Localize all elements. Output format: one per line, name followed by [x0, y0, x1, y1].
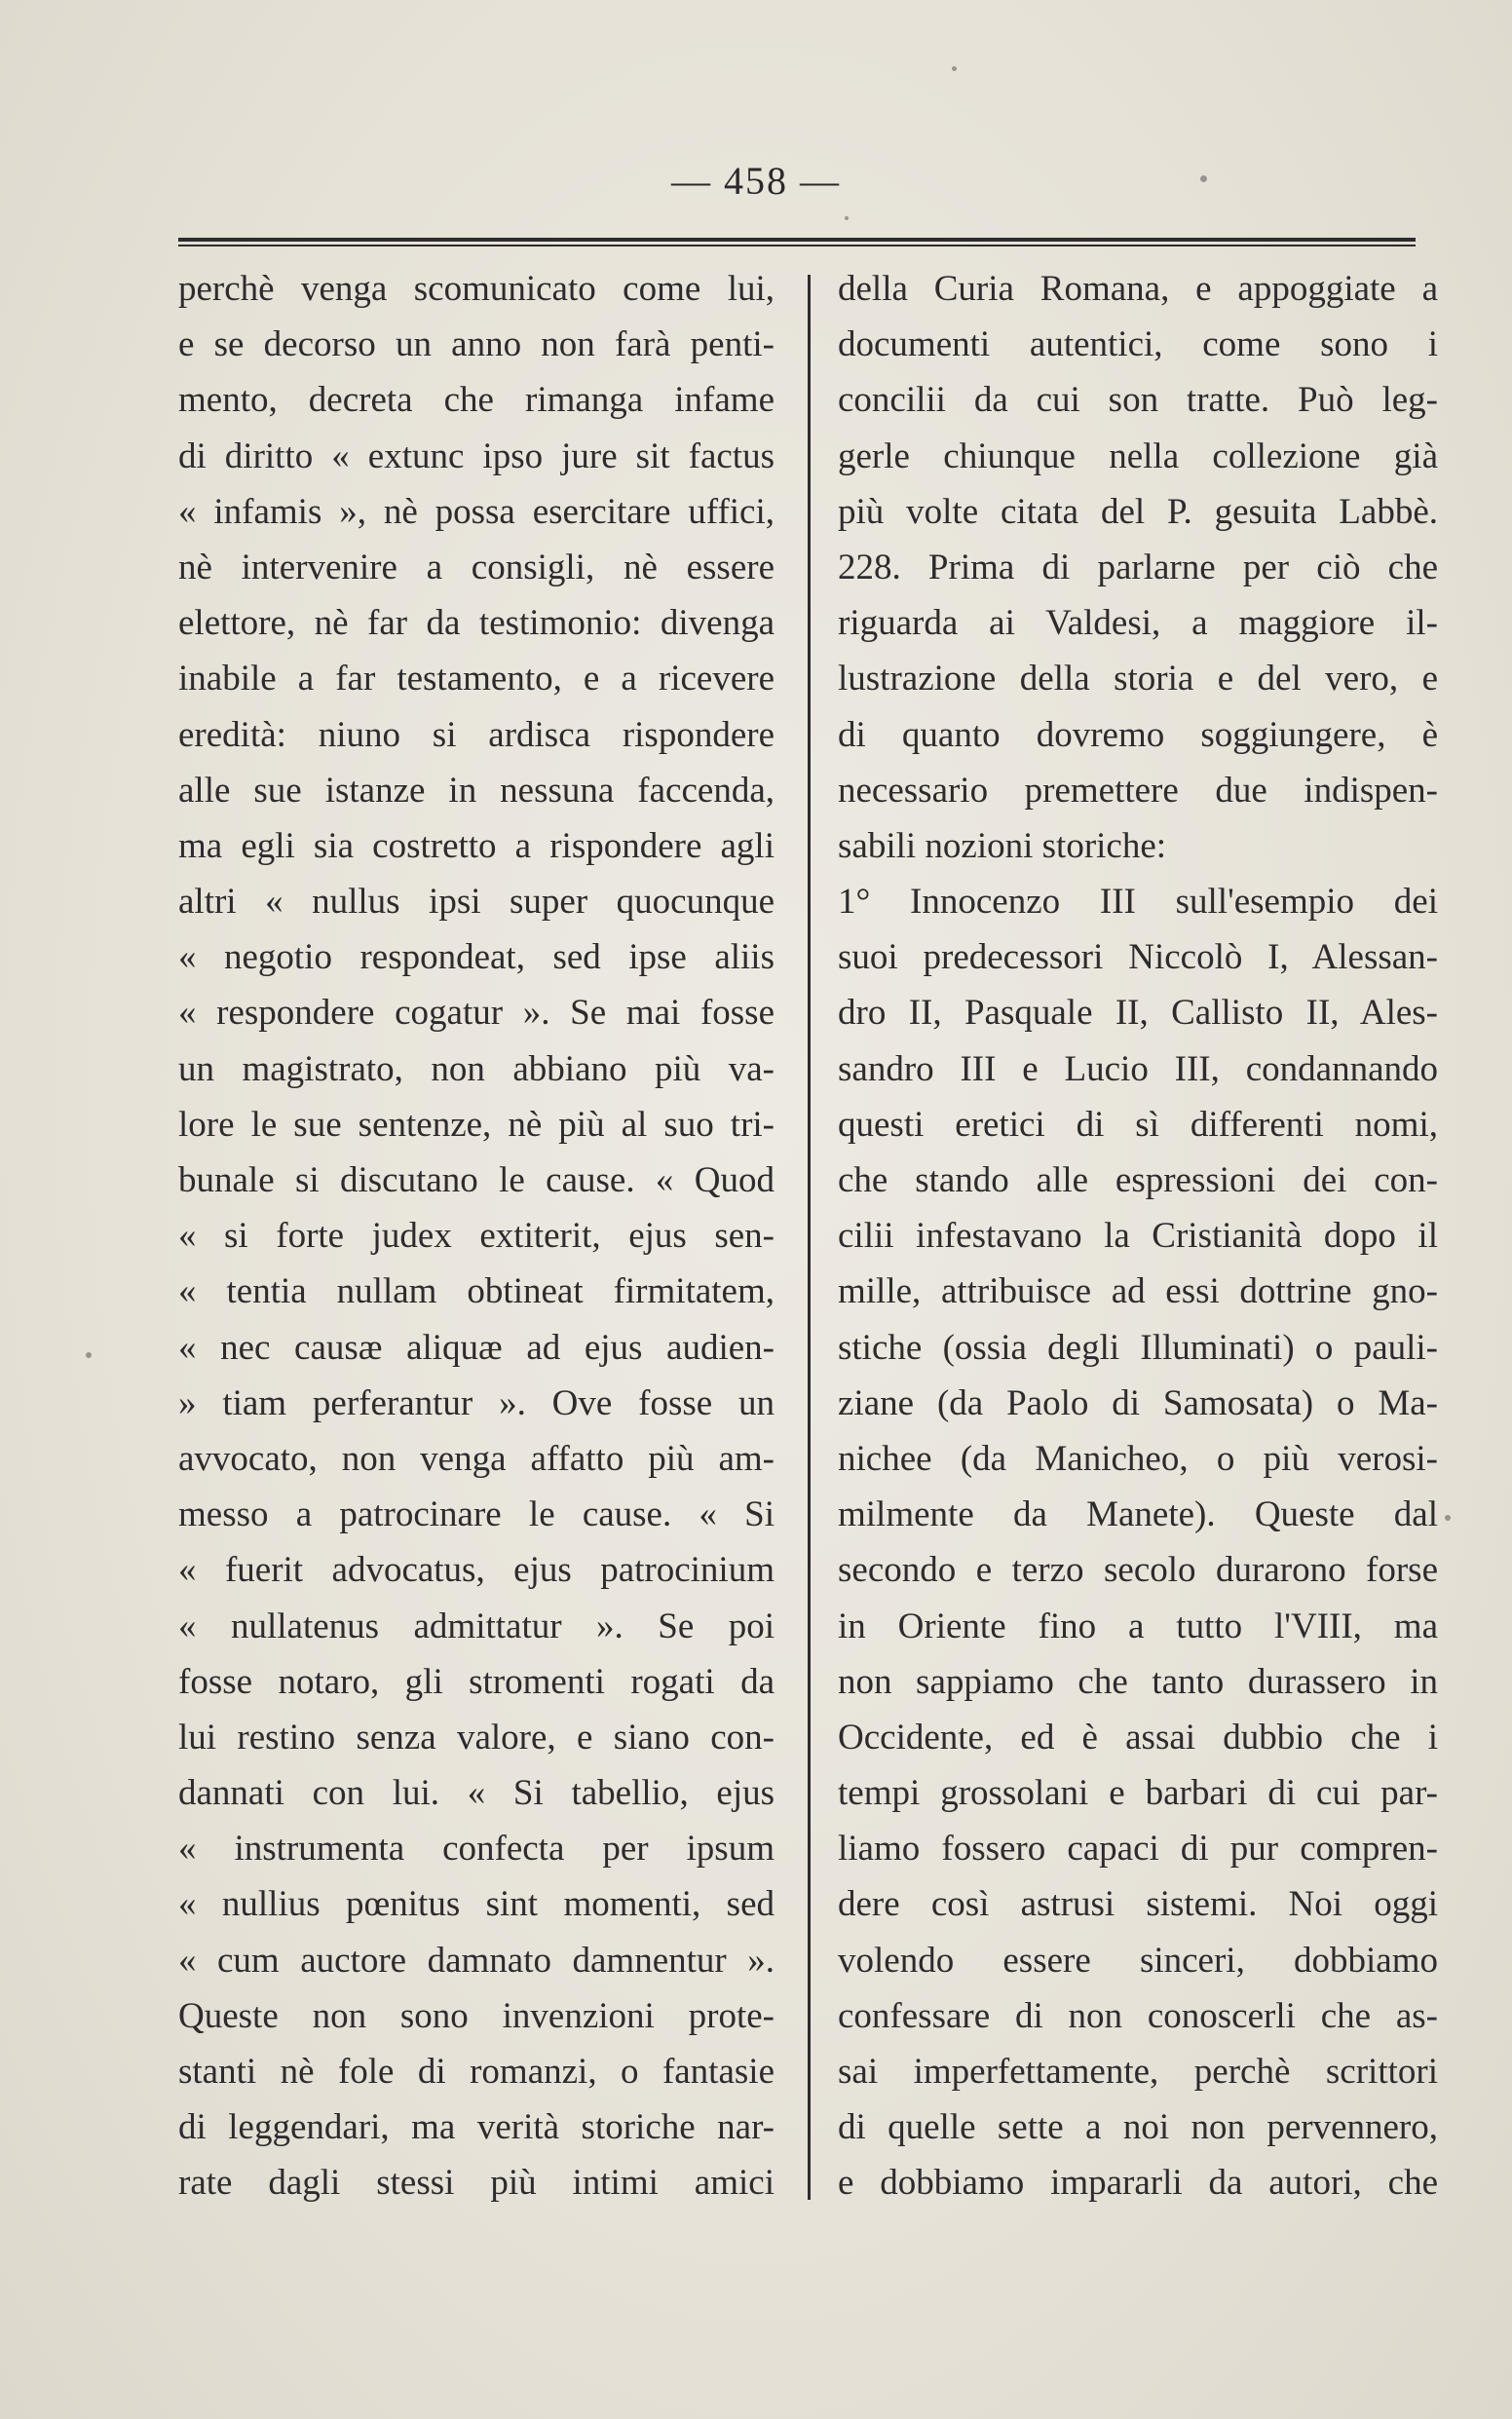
- left-column-line: Queste non sono invenzioni prote-: [178, 1995, 775, 2036]
- paper-speck: [1445, 1515, 1451, 1521]
- left-column-line: altri « nullus ipsi super quocunque: [178, 882, 775, 923]
- right-column-line: liamo fossero capaci di pur compren-: [838, 1829, 1438, 1870]
- left-column-line: e se decorso un anno non farà penti-: [178, 324, 775, 365]
- left-column-line: di diritto « extunc ipso jure sit factus: [178, 435, 775, 476]
- right-column-line: sai imperfettamente, perchè scrittori: [838, 2052, 1438, 2092]
- right-column-line: milmente da Manete). Queste dal: [838, 1494, 1438, 1535]
- left-column-line: « respondere cogatur ». Se mai fosse: [178, 993, 775, 1034]
- left-column-line: « infamis », nè possa esercitare uffici,: [178, 491, 775, 532]
- header-rule: [178, 238, 1416, 242]
- left-column-line: « fuerit advocatus, ejus patrocinium: [178, 1550, 775, 1591]
- left-text-column: [178, 261, 775, 2211]
- right-column-line: Occidente, ed è assai dubbio che i: [838, 1717, 1438, 1758]
- left-column-line: alle sue istanze in nessuna faccenda,: [178, 770, 775, 811]
- right-column-line: stiche (ossia degli Illuminati) o pauli-: [838, 1327, 1438, 1368]
- paper-speck: [952, 66, 957, 71]
- left-column-line: « negotio respondeat, sed ipse aliis: [178, 937, 775, 978]
- left-column-line: un magistrato, non abbiano più va-: [178, 1048, 775, 1089]
- left-column-line: ma egli sia costretto a rispondere agli: [178, 825, 775, 866]
- left-column-line: « nullius pœnitus sint momenti, sed: [178, 1884, 775, 1925]
- right-column-line: suoi predecessori Niccolò I, Alessan-: [838, 937, 1438, 978]
- right-column-line: 228. Prima di parlarne per ciò che: [838, 547, 1438, 587]
- right-column-line: dere così astrusi sistemi. Noi oggi: [838, 1884, 1438, 1925]
- right-column-line: lustrazione della storia e del vero, e: [838, 659, 1438, 699]
- right-column-line: non sappiamo che tanto durassero in: [838, 1661, 1438, 1702]
- right-column-line: questi eretici di sì differenti nomi,: [838, 1104, 1438, 1145]
- left-column-line: lore le sue sentenze, nè più al suo tri-: [178, 1104, 775, 1145]
- left-column-line: mento, decreta che rimanga infame: [178, 380, 775, 421]
- left-column-line: « si forte judex extiterit, ejus sen-: [178, 1216, 775, 1257]
- right-column-line: ziane (da Paolo di Samosata) o Ma-: [838, 1382, 1438, 1423]
- paper-speck: [1200, 175, 1207, 182]
- left-column-line: inabile a far testamento, e a ricevere: [178, 659, 775, 699]
- paper-speck: [845, 216, 849, 220]
- left-column-line: eredità: niuno si ardisca rispondere: [178, 714, 775, 755]
- left-column-line: avvocato, non venga affatto più am-: [178, 1438, 775, 1479]
- right-column-line: concilii da cui son tratte. Può leg-: [838, 380, 1438, 421]
- right-column-line: nichee (da Manicheo, o più verosi-: [838, 1438, 1438, 1479]
- left-column-line: lui restino senza valore, e siano con-: [178, 1717, 775, 1758]
- right-column-line: e dobbiamo impararli da autori, che: [838, 2163, 1438, 2204]
- right-column-line: sabili nozioni storiche:: [838, 825, 1167, 866]
- right-column-line: tempi grossolani e barbari di cui par-: [838, 1773, 1438, 1814]
- right-column-line: mille, attribuisce ad essi dottrine gno-: [838, 1271, 1438, 1312]
- left-column-line: « nullatenus admittatur ». Se poi: [178, 1606, 775, 1646]
- right-column-line: che stando alle espressioni dei con-: [838, 1160, 1438, 1200]
- right-column-line: di quelle sette a noi non pervennero,: [838, 2107, 1438, 2148]
- right-column-line: più volte citata del P. gesuita Labbè.: [838, 491, 1438, 532]
- page-number: — 458 —: [671, 159, 841, 203]
- right-column-line: volendo essere sinceri, dobbiamo: [838, 1940, 1438, 1981]
- left-column-line: fosse notaro, gli stromenti rogati da: [178, 1661, 775, 1702]
- left-column-line: « instrumenta confecta per ipsum: [178, 1829, 775, 1870]
- left-column-line: di leggendari, ma verità storiche nar-: [178, 2107, 775, 2148]
- right-column-line: dro II, Pasquale II, Callisto II, Ales-: [838, 993, 1438, 1034]
- right-column-line: gerle chiunque nella collezione già: [838, 435, 1438, 476]
- right-column-line: secondo e terzo secolo durarono forse: [838, 1550, 1438, 1591]
- left-column-line: elettore, nè far da testimonio: divenga: [178, 603, 775, 644]
- right-column-line: confessare di non conoscerli che as-: [838, 1995, 1438, 2036]
- column-divider: [808, 275, 811, 2200]
- right-column-line: sandro III e Lucio III, condannando: [838, 1048, 1438, 1089]
- right-column-line: cilii infestavano la Cristianità dopo il: [838, 1216, 1438, 1257]
- left-column-line: « cum auctore damnato damnentur ».: [178, 1940, 775, 1981]
- right-column-line: documenti autentici, come sono i: [838, 324, 1438, 365]
- right-text-column: [838, 261, 1438, 2211]
- left-column-line: stanti nè fole di romanzi, o fantasie: [178, 2052, 775, 2092]
- left-column-line: » tiam perferantur ». Ove fosse un: [178, 1382, 775, 1423]
- header-rule-thin: [178, 245, 1416, 246]
- left-column-line: rate dagli stessi più intimi amici: [178, 2163, 775, 2204]
- left-column-line: dannati con lui. « Si tabellio, ejus: [178, 1773, 775, 1814]
- right-column-line: di quanto dovremo soggiungere, è: [838, 714, 1438, 755]
- right-column-line: necessario premettere due indispen-: [838, 770, 1438, 811]
- right-column-line: 1° Innocenzo III sull'esempio dei: [838, 882, 1438, 923]
- left-column-line: bunale si discutano le cause. « Quod: [178, 1160, 775, 1200]
- right-column-line: in Oriente fino a tutto l'VIII, ma: [838, 1606, 1438, 1646]
- paper-speck: [86, 1352, 92, 1358]
- left-column-line: « tentia nullam obtineat firmitatem,: [178, 1271, 775, 1312]
- left-column-line: messo a patrocinare le cause. « Si: [178, 1494, 775, 1535]
- right-column-line: della Curia Romana, e appoggiate a: [838, 269, 1438, 309]
- left-column-line: perchè venga scomunicato come lui,: [178, 269, 775, 309]
- right-column-line: riguarda ai Valdesi, a maggiore il-: [838, 603, 1438, 644]
- left-column-line: « nec causæ aliquæ ad ejus audien-: [178, 1327, 775, 1368]
- left-column-line: nè intervenire a consigli, nè essere: [178, 547, 775, 587]
